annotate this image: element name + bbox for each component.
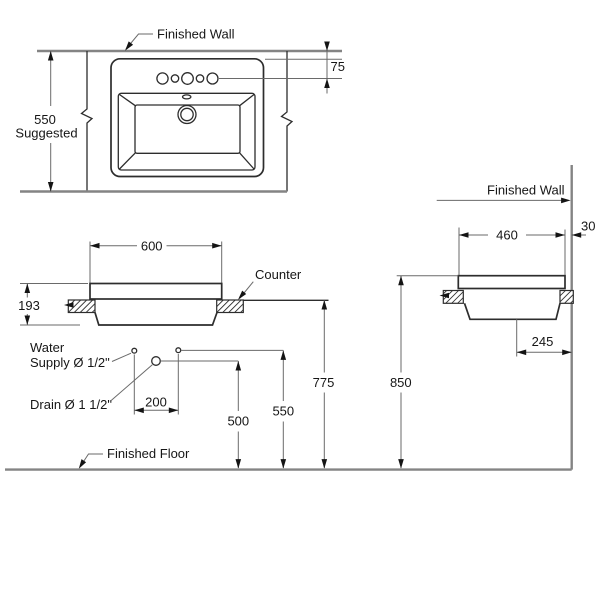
dim-193-value: 193 [18,298,40,313]
dimension-550-front [272,350,294,468]
basin-corner [120,152,137,169]
dim-775-value: 775 [312,375,335,390]
leader-arrow [561,198,571,204]
dimension-arrow [134,408,144,414]
finished-wall-label: Finished Wall [157,26,235,42]
finished-floor-label: Finished Floor [107,446,190,461]
finished-wall-label-side: Finished Wall [487,182,565,198]
drain-inner [181,108,193,120]
dimension-arrow [322,300,328,310]
basin-top [118,93,255,170]
dim-75-value: 75 [330,59,345,74]
dimension-arrow [398,459,404,469]
dimension-arrow [572,232,582,238]
faucet-hole [171,75,178,82]
counter-section-right [217,300,244,313]
counter-left-edge-break [82,51,93,192]
faucet-hole [182,73,194,85]
dim-30-value: 30 [581,218,596,234]
dimension-75 [324,42,345,94]
basin-corner [239,95,254,107]
water-label-line2: Supply Ø 1/2" [30,355,110,370]
water-label-line1: Water [30,340,65,355]
dimension-arrow [517,350,527,356]
water-supply-hole-left [132,348,137,353]
dim-550-value: 550 [272,403,295,419]
water-leader [112,353,131,361]
dim-200-value: 200 [145,394,167,410]
basin-bottom [135,105,240,153]
dimension-460 [459,228,565,276]
leader-arrow [79,459,86,469]
dimension-arrow [281,459,287,469]
drain-label: Drain Ø 1 1/2" [30,397,112,412]
dim-460-value: 460 [496,227,518,243]
drain-hole [152,357,161,366]
dim-850-value: 850 [389,375,412,390]
dimension-arrow [48,182,54,192]
dimension-arrow [212,243,222,249]
dimension-arrow [25,284,31,294]
dimension-200 [134,354,178,415]
side-view [390,165,596,470]
dimension-arrow [25,316,31,326]
dim-600-value: 600 [140,238,163,254]
dimension-245 [517,319,572,356]
dimension-arrow [324,79,330,89]
overflow-hole [183,95,191,99]
water-supply-hole-right [176,348,181,353]
leader-arrow [125,41,133,50]
dimension-30 [572,219,596,238]
dimension-arrow [459,232,469,238]
dimension-arrow [48,51,54,61]
dim-245-value: 245 [531,333,554,349]
dimension-600 [90,238,222,283]
dim-500-value: 500 [227,413,250,429]
dimension-arrow [398,276,404,286]
sink-bowl-front [95,313,217,326]
dimension-500 [227,361,249,469]
dimension-arrow [324,42,330,52]
top-view [15,27,345,192]
dimension-850 [390,276,412,469]
dimension-775 [313,300,335,469]
basin-corner [120,95,137,107]
dimension-arrow [562,350,572,356]
counter-right-edge-break [282,51,293,192]
faucet-hole [157,73,168,84]
front-view [5,238,572,469]
faucet-hole [207,73,218,84]
dim-550-value: 550 [34,112,56,127]
dimension-arrow [556,232,566,238]
counter-label: Counter [255,267,302,282]
dimension-arrow [169,408,179,414]
dimension-arrow [281,350,287,360]
faucet-holes [157,73,218,85]
dimension-arrow [236,361,242,371]
faucet-hole [196,75,203,82]
basin-corner [239,152,254,169]
dimension-arrow [90,243,100,249]
sink-rim-side [458,276,565,289]
dimension-550-suggested [15,51,77,192]
dimension-arrow [322,459,328,469]
dim-suggested-note: Suggested [15,125,78,141]
dimension-arrow [236,459,242,469]
sink-bowl-side [465,303,561,319]
counter-section-right-side [560,291,573,304]
sink-rim-front [90,284,222,300]
